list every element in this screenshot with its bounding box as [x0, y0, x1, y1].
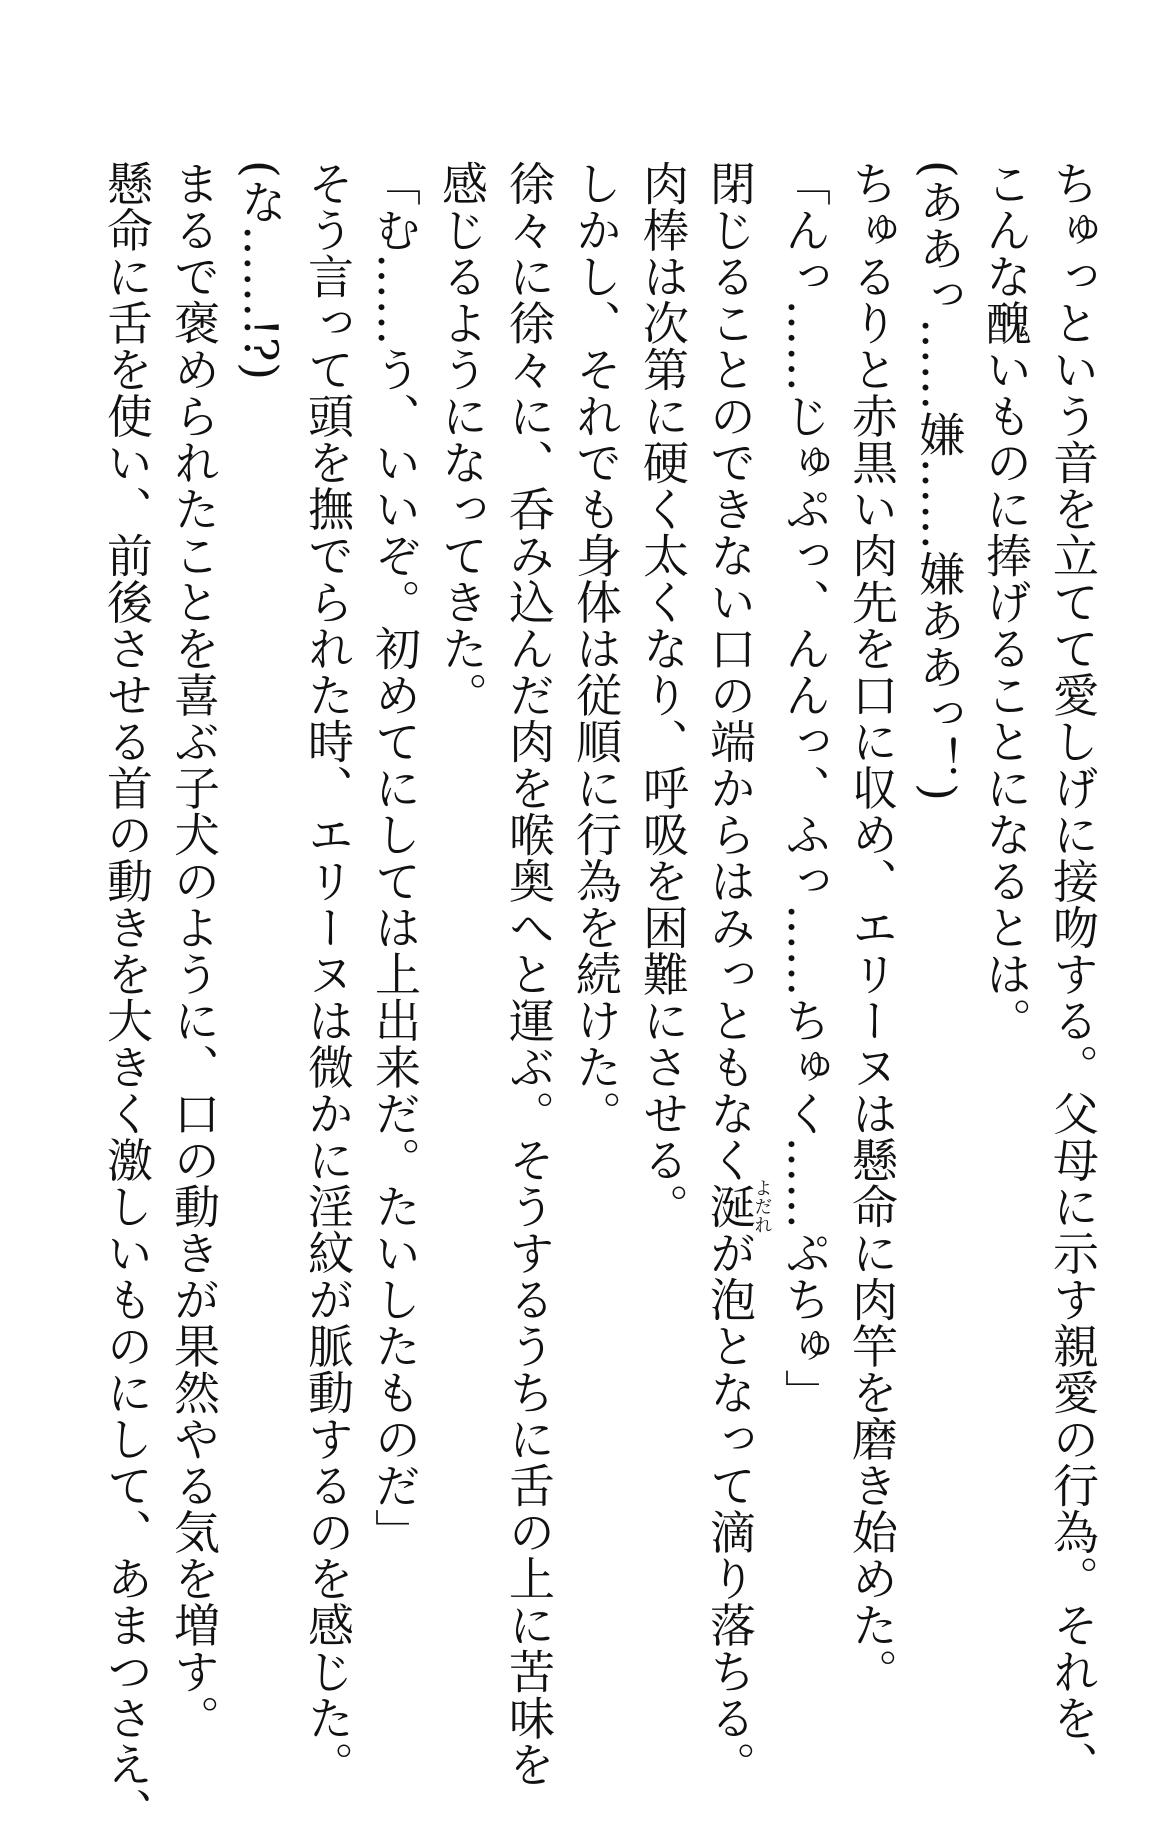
text-line-7: 肉棒は次第に硬く太くなり、呼吸を困難にさせる。 [636, 160, 690, 1230]
vertical-text-body [56, 160, 1106, 1834]
text-line-10: 感じるようになってきた。 [435, 160, 489, 718]
furigana-reading: よだれ [751, 1178, 773, 1234]
text-line-5: 「んっ……じゅぷっ、んんっ、ふっ……ちゅく……ぷちゅ」 [778, 160, 832, 1416]
text-line-6-after: が泡となって滴り落ちる。 [703, 1229, 757, 1788]
text-line-6-before: 閉じることのできない口の端からはみっともなく [703, 160, 757, 1183]
text-line-12: そう言って頭を撫でられた時、エリーヌは微かに淫紋が脈動するのを感じた。 [301, 160, 355, 1788]
text-line-3: (ああっ……嫌……嫌ああっ！) [912, 160, 966, 802]
text-line-8: しかし、それでも身体は従順に行為を続けた。 [569, 160, 623, 1137]
text-line-6 [696, 160, 773, 1788]
furigana-base: 涎 [703, 1178, 757, 1234]
text-line-4: ちゅるりと赤黒い肉先を口に収め、エリーヌは懸命に肉竿を磨き始めた。 [845, 160, 899, 1695]
text-line-1: ちゅっという音を立てて愛しげに接吻する。父母に示す親愛の行為。それを、 [1046, 160, 1100, 1788]
text-line-14: まるで褒められたことを喜ぶ子犬のように、口の動きが果然やる気を増す。 [167, 160, 221, 1741]
text-line-2: こんな醜いものに捧げることになるとは。 [979, 160, 1033, 1044]
text-line-15: 懸命に舌を使い、前後させる首の動きを大きく激しいものにして、あまつさえ、 [100, 160, 154, 1834]
text-line-11: 「む……う、いいぞ。初めてにしては上出来だ。たいしたものだ」 [368, 160, 422, 1555]
text-line-9: 徐々に徐々に、呑み込んだ肉を喉奥へと運ぶ。そうするうちに舌の上に苦味を [502, 160, 556, 1788]
furigana-word [703, 1178, 773, 1234]
text-line-13: (な……!?) [234, 160, 288, 381]
